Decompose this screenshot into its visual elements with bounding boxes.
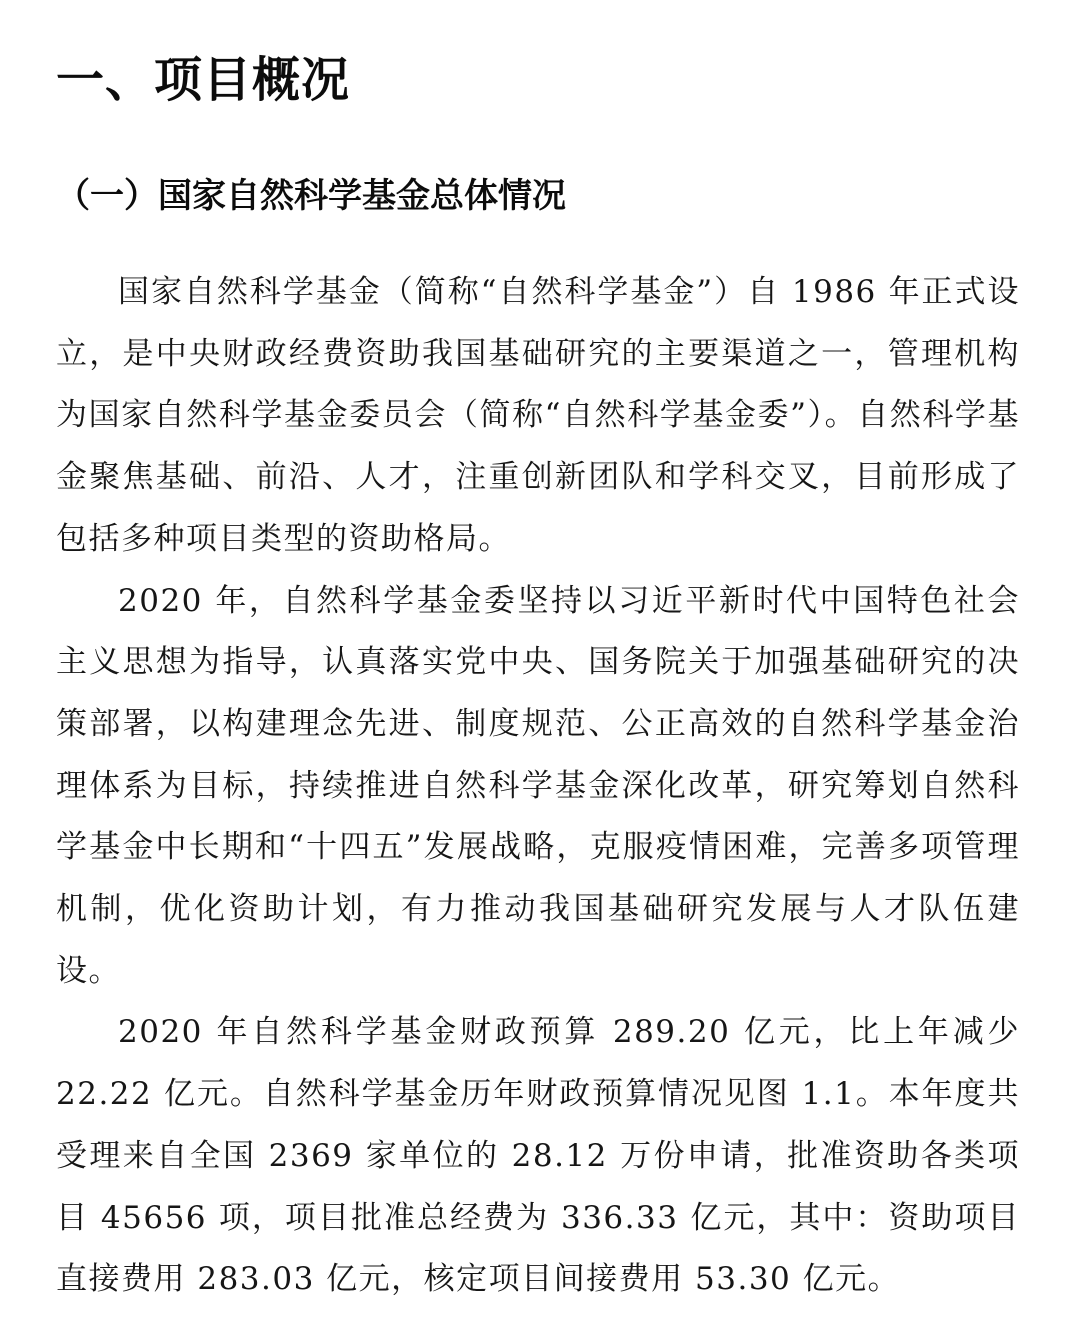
body-text — [56, 262, 1020, 1311]
paragraph-overview: 国家自然科学基金（简称“自然科学基金”）自 1986 年正式设立，是中央财政经费资助我国基础研究的主要渠道之一，管理机构为国家自然科学基金委员会（简称“自然科学基金委”）。自然科学基金聚焦基础、前沿、人才，注重创新团队和学科交叉，目前形成了包括多种项目类型的资助格局。 — [56, 274, 1020, 557]
subsection-heading: （一）国家自然科学基金总体情况 — [56, 176, 566, 216]
paragraph-2020-budget: 2020 年自然科学基金财政预算 289.20 亿元，比上年减少 22.22 亿元。自然科学基金历年财政预算情况见图 1.1。本年度共受理来自全国 2369 家单位的 28.12 万份申请，批准资助各类项目 45656 项，项目批准总经费为 336.33 亿元，其中：资助项目直接费用 283.03 亿元，核定项目间接费用 53.30 亿元。 — [56, 1014, 1020, 1298]
paragraph-2020-reform: 2020 年，自然科学基金委坚持以习近平新时代中国特色社会主义思想为指导，认真落实党中央、国务院关于加强基础研究的决策部署，以构建理念先进、制度规范、公正高效的自然科学基金治理体系为目标，持续推进自然科学基金深化改革，研究筹划自然科学基金中长期和“十四五”发展战略，克服疫情困难，完善多项管理机制，优化资助计划，有力推动我国基础研究发展与人才队伍建设。 — [56, 582, 1020, 989]
section-heading: 一、项目概况 — [56, 52, 351, 108]
